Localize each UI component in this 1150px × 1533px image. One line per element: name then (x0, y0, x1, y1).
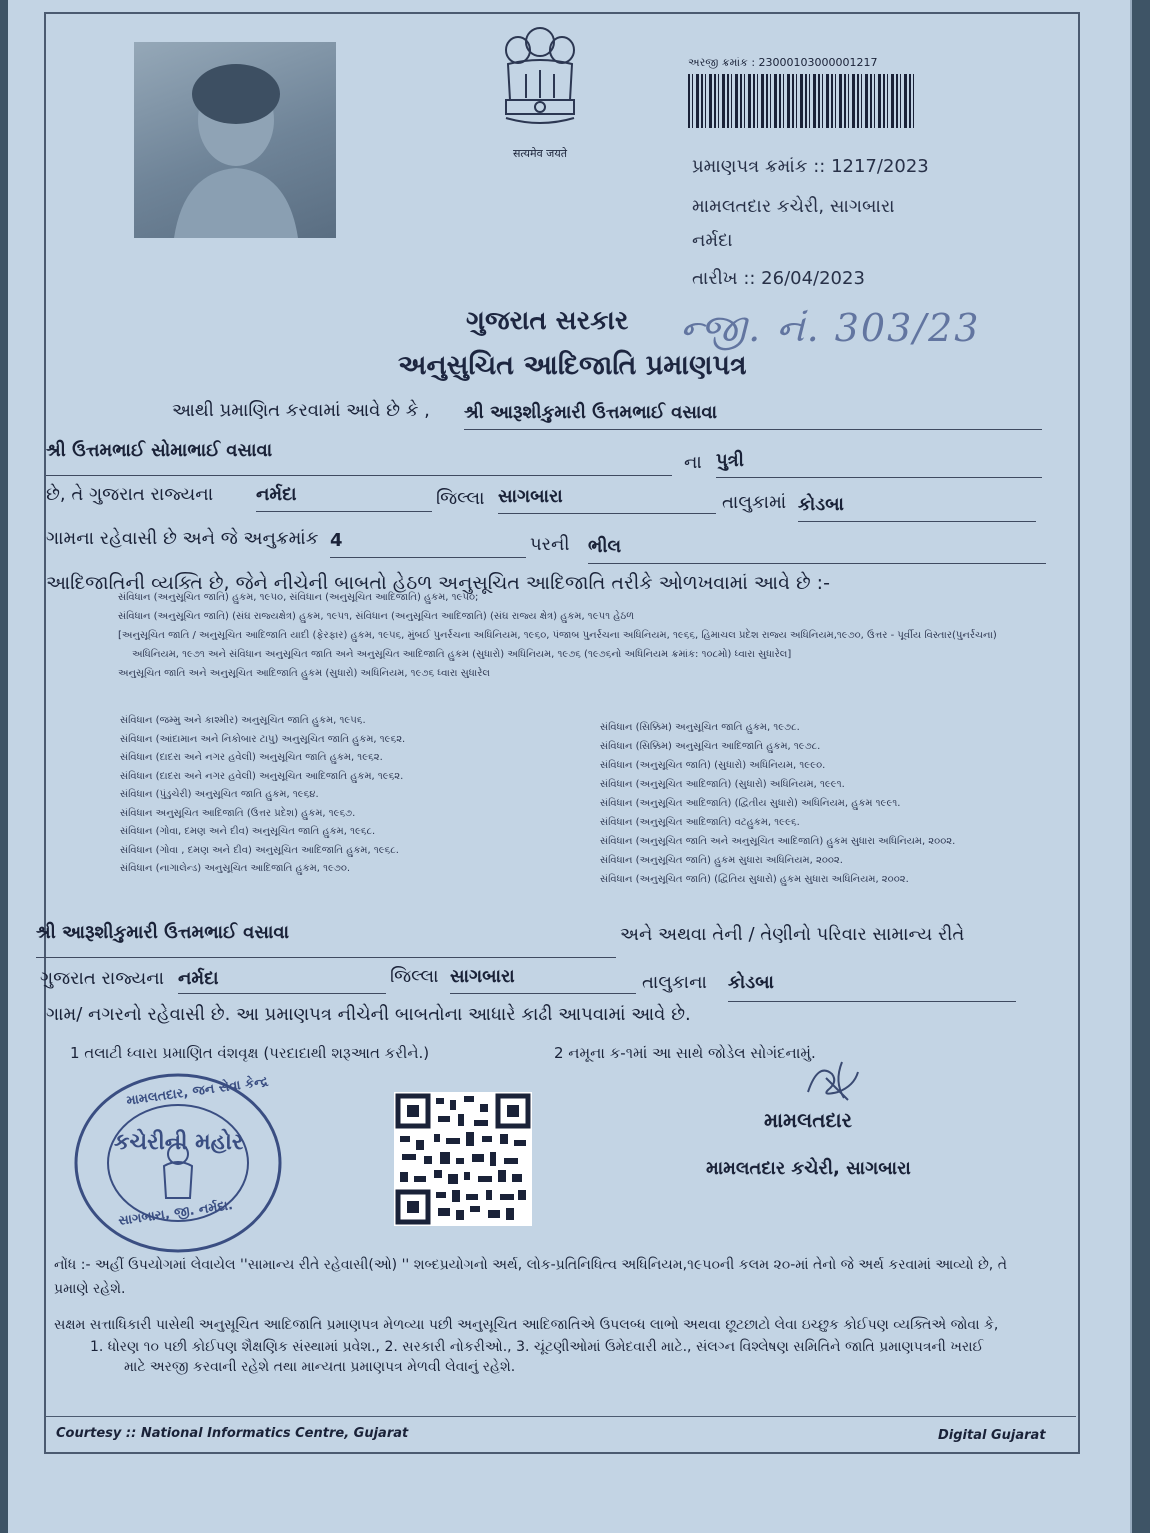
residence-district: નર્મદા (178, 968, 386, 994)
laws-right (600, 718, 955, 889)
residence-village: કોડબા (728, 972, 1016, 1002)
handwritten-reference: ન્જી. નં. 303/23 (680, 306, 981, 350)
residence-taluka-label: તાલુકાના (642, 972, 707, 993)
emblem-motto: सत्यमेव जयते (512, 147, 567, 160)
guidance-text: સક્ષમ સત્તાધિકારી પાસેથી અનુસૂચિત આદિજાતિ પ્રમાણપત્ર મેળવ્યા પછી અનુસૂચિત આદિજાતિએ ઉપલબ્ધ લાભો અથવા છૂટછાટો લેવા ઇચ્છુક કોઈપણ વ્યક્તિએ જોવા કે, (54, 1317, 999, 1333)
district-label: જિલ્લા (436, 488, 485, 509)
issuing-district: નર્મદા (692, 230, 733, 251)
law-line: સંવિધાન (પુંડુચેરી) અનુસૂચિત જાતિ હુકમ, ૧૯૬૪. (120, 789, 319, 800)
basis-item-1: 1 તલાટી ધ્વારા પ્રમાણિત વંશવૃક્ષ (પરદાદાથી શરૂઆત કરીને.) (70, 1044, 430, 1062)
law-line: સંવિધાન (સિક્કિમ) અનુસૂચિત જાતિ હુકમ, ૧૯૭૮. (600, 722, 800, 733)
law-line: અનુસૂચિત જાતિ અને અનુસૂચિત આદિજાતિ હુકમ (સુધારો) અધિનિયમ, ૧૯૭૬ ધ્વારા સુધારેલ (118, 668, 490, 679)
law-line: સંવિધાન (ગોવા, દમણ અને દીવ) અનુસૂચિત જાતિ હુકમ, ૧૯૬૮. (120, 826, 376, 837)
laws-top (118, 588, 997, 683)
law-line: સંવિધાન અનુસૂચિત આદિજાતિ (ઉત્તર પ્રદેશ) હુકમ, ૧૯૬૭. (120, 807, 356, 819)
state-prefix: છે, તે ગુજરાત રાજ્યના (46, 484, 214, 505)
law-line: સંવિધાન (જમ્મુ અને કાશ્મીર) અનુસૂચિત જાતિ હુકમ, ૧૯૫૬. (120, 715, 366, 726)
residence-taluka: સાગબારા (450, 966, 636, 994)
applicant-name: શ્રી આરૂશીકુમારી ઉત્તમભાઈ વસાવા (464, 402, 1042, 430)
issuing-office: મામલતદાર કચેરી, સાગબારા (692, 196, 895, 217)
certificate-number: પ્રમાણપત્ર ક્રમાંક :: 1217/2023 (692, 156, 929, 177)
serial-number: 4 (330, 530, 526, 558)
signature (798, 1052, 868, 1110)
law-line: સંવિધાન (દાદરા અને નગર હવેલી) અનુસૂચિત જાતિ હુકમ, ૧૯૬૨. (120, 752, 383, 763)
law-line: સંવિધાન (અનુસૂચિત જાતિ) હુકમ સુધારા અધિનિયમ, ૨૦૦૨. (600, 855, 843, 866)
certificate-paper (8, 0, 1132, 1533)
law-line: સંવિધાન (અનુસૂચિત જાતિ) (સંઘ રાજ્યક્ષેત્ર) હુકમ, ૧૯૫૧, સંવિધાન (અનુસૂચિત આદિજાતિ) (સંઘ રાજ્ય ક્ષેત્ર) હુકમ, ૧૯૫૧ હેઠળ (118, 611, 635, 622)
recognition-text: આદિજાતિની વ્યક્તિ છે, જેને નીચેની બાબતો હેઠળ અનુસૂચિત આદિજાતિ તરીકે ઓળખવામાં આવે છે :- (46, 572, 830, 594)
law-line: સંવિધાન (ગોવા , દમણ અને દીવ) અનુસૂચિત આદિજાતિ હુકમ, ૧૯૬૮. (120, 844, 399, 856)
signatory-office: મામલતદાર કચેરી, સાગબારા (706, 1158, 911, 1179)
signatory-title: મામલતદાર (764, 1108, 852, 1132)
seal-top-text: મામલતદાર, જન સેવા કેન્દ્ર (125, 1074, 270, 1109)
par-label: પરની (530, 534, 570, 555)
laws-left (120, 712, 405, 879)
law-line: સંવિધાન (દાદરા અને નગર હવેલી) અનુસૂચિત આદિજાતિ હુકમ, ૧૯૬૨. (120, 770, 404, 782)
ashoka-emblem-icon (492, 20, 588, 160)
guidance-list-1: 1. ધોરણ ૧૦ પછી કોઈપણ શૈક્ષણિક સંસ્થામાં પ્રવેશ., 2. સરકારી નોકરીઓ., 3. ચૂંટણીઓમાં ઉમેદવારી માટે., સંલગ્ન વિશ્લેષણ સમિતિને જાતિ પ્રમાણપત્રની ખરાઈ (90, 1339, 984, 1355)
law-line: સંવિધાન (નાગાલેન્ડ) અનુસૂચિત આદિજાતિ હુકમ, ૧૯૭૦. (120, 863, 351, 874)
note-line-2: પ્રમાણે રહેશે. (54, 1281, 126, 1297)
relation: પુત્રી (716, 450, 1042, 478)
taluka-label: તાલુકામાં (722, 492, 787, 513)
village-value: કોડબા (798, 494, 1036, 522)
certificate-title: અનુસુચિત આદિજાતિ પ્રમાણપત્ર (398, 350, 747, 381)
seal-bottom-text: સાગબારા, જી. નર્મદા. (117, 1198, 234, 1229)
residence-name: શ્રી આરૂશીકુમારી ઉત્તમભાઈ વસાવા (36, 922, 616, 958)
family-text: અને અથવા તેની / તેણીનો પરિવાર સામાન્ય રીતે (620, 924, 965, 945)
footer-brand: Digital Gujarat (938, 1428, 1046, 1443)
basis-item-2: 2 નમૂના ક-૧માં આ સાથે જોડેલ સોગંદનામું. (554, 1044, 816, 1062)
footer-courtesy: Courtesy :: National Informatics Centre, Gujarat (56, 1426, 409, 1441)
government-title: ગુજરાત સરકાર (466, 306, 629, 336)
residence-state: ગુજરાત રાજ્યના (40, 968, 165, 989)
seal-center-text: કચેરીની મહોર (114, 1130, 244, 1155)
applicant-photo (134, 42, 336, 238)
residence-closing: ગામ/ નગરનો રહેવાસી છે. આ પ્રમાણપત્ર નીચેની બાબતોના આધારે કાઢી આપવામાં આવે છે. (46, 1004, 691, 1025)
footer-divider (46, 1416, 1076, 1417)
law-line: સંવિધાન (આંદામાન અને નિકોબાર ટાપુ) અનુસૂચિત જાતિ હુકમ, ૧૯૬૨. (120, 733, 406, 745)
issue-date: તારીખ :: 26/04/2023 (692, 268, 865, 289)
law-line: સંવિધાન (અનુસૂચિત જાતિ) (દ્વિતિય સુધારો) હુકમ સુધારા અધિનિયમ, ૨૦૦૨. (600, 874, 909, 885)
law-line: સંવિધાન (અનુસૂચિત આદિજાતિ) વટહુકમ, ૧૯૯૬. (600, 817, 800, 828)
law-line: સંવિધાન (અનુસૂચિત જાતિ) (સુધારો) અધિનિયમ, ૧૯૯૦. (600, 760, 826, 771)
taluka-value: સાગબારા (498, 486, 716, 514)
law-line: સંવિધાન (સિક્કિમ) અનુસૂચિત આદિજાતિ હુકમ, ૧૯૭૮. (600, 741, 821, 752)
application-number: અરજી ક્રમાંક : 23000103000001217 (688, 56, 878, 69)
barcode (688, 74, 916, 128)
law-line: સંવિધાન (અનુસૂચિત આદિજાતિ) (દ્વિતીય સુધારો) અધિનિયમ, હુકમ ૧૯૯૧. (600, 798, 901, 809)
father-name: શ્રી ઉત્તમભાઈ સોમાભાઈ વસાવા (46, 440, 672, 476)
na-label: ના (684, 452, 702, 473)
law-line: સંવિધાન (અનુસૂચિત આદિજાતિ) (સુધારો) અધિનિયમ, ૧૯૯૧. (600, 779, 845, 790)
law-line: સંવિધાન (અનુસૂચિત જાતિ અને અનુસૂચિત આદિજાતિ) હુકમ સુધારા અધિનિયમ, ૨૦૦૨. (600, 836, 956, 847)
law-line: સંવિધાન (અનુસૂચિત જાતિ) હુકમ, ૧૯૫૦, સંવિધાન (અનુસૂચિત આદિજાતિ) હુકમ, ૧૯૫૦; (118, 592, 479, 603)
intro-text: આથી પ્રમાણિત કરવામાં આવે છે કે , (172, 400, 430, 421)
guidance-list-2: માટે અરજી કરવાની રહેશે તથા માન્યતા પ્રમાણપત્ર મેળવી લેવાનું રહેશે. (124, 1359, 516, 1375)
law-line: [અનુસૂચિત જાતિ / અનુસૂચિત આદિજાતિ યાદી (ફેરફાર) હુકમ, ૧૯૫૬, મુંબઈ પુનર્રચના અધિનિયમ, ૧૯૬૦, પંજાબ પુનર્રચના અધિનિયમ, ૧૯૬૬, હિમાચલ પ્રદેશ રાજ્ય અધિનિયમ,૧૯૭૦, ઉત્તર - પૂર્વીય વિસ્તાર(પુનર્રચના) (118, 630, 997, 641)
tribe-name: ભીલ (588, 536, 1046, 564)
note-line-1: નોંધ :- અહીં ઉપયોગમાં લેવાયેલ ''સામાન્ય રીતે રહેવાસી(ઓ) '' શબ્દપ્રયોગનો અર્થ, લોક-પ્રતિનિધિત્વ અધિનિયમ,૧૯૫૦ની કલમ ૨૦-માં તેનો જે અર્થ કરવામાં આવ્યો છે, તે (54, 1257, 1007, 1273)
qr-code (394, 1092, 532, 1226)
residence-district-label: જિલ્લા (390, 966, 439, 987)
district-value: નર્મદા (256, 484, 432, 512)
village-prefix: ગામના રહેવાસી છે અને જે અનુક્રમાંક (46, 528, 319, 549)
law-line: અધિનિયમ, ૧૯૭૧ અને સંવિધાન અનુસૂચિત જાતિ અને અનુસૂચિત આદિજાતિ હુકમ (સુધારો) અધિનિયમ, ૧૯૭૬ (૧૯૭૬નો અધિનિયમ ક્રમાંક: ૧૦૮મો) ધ્વારા સુધારેલ] (132, 649, 792, 660)
